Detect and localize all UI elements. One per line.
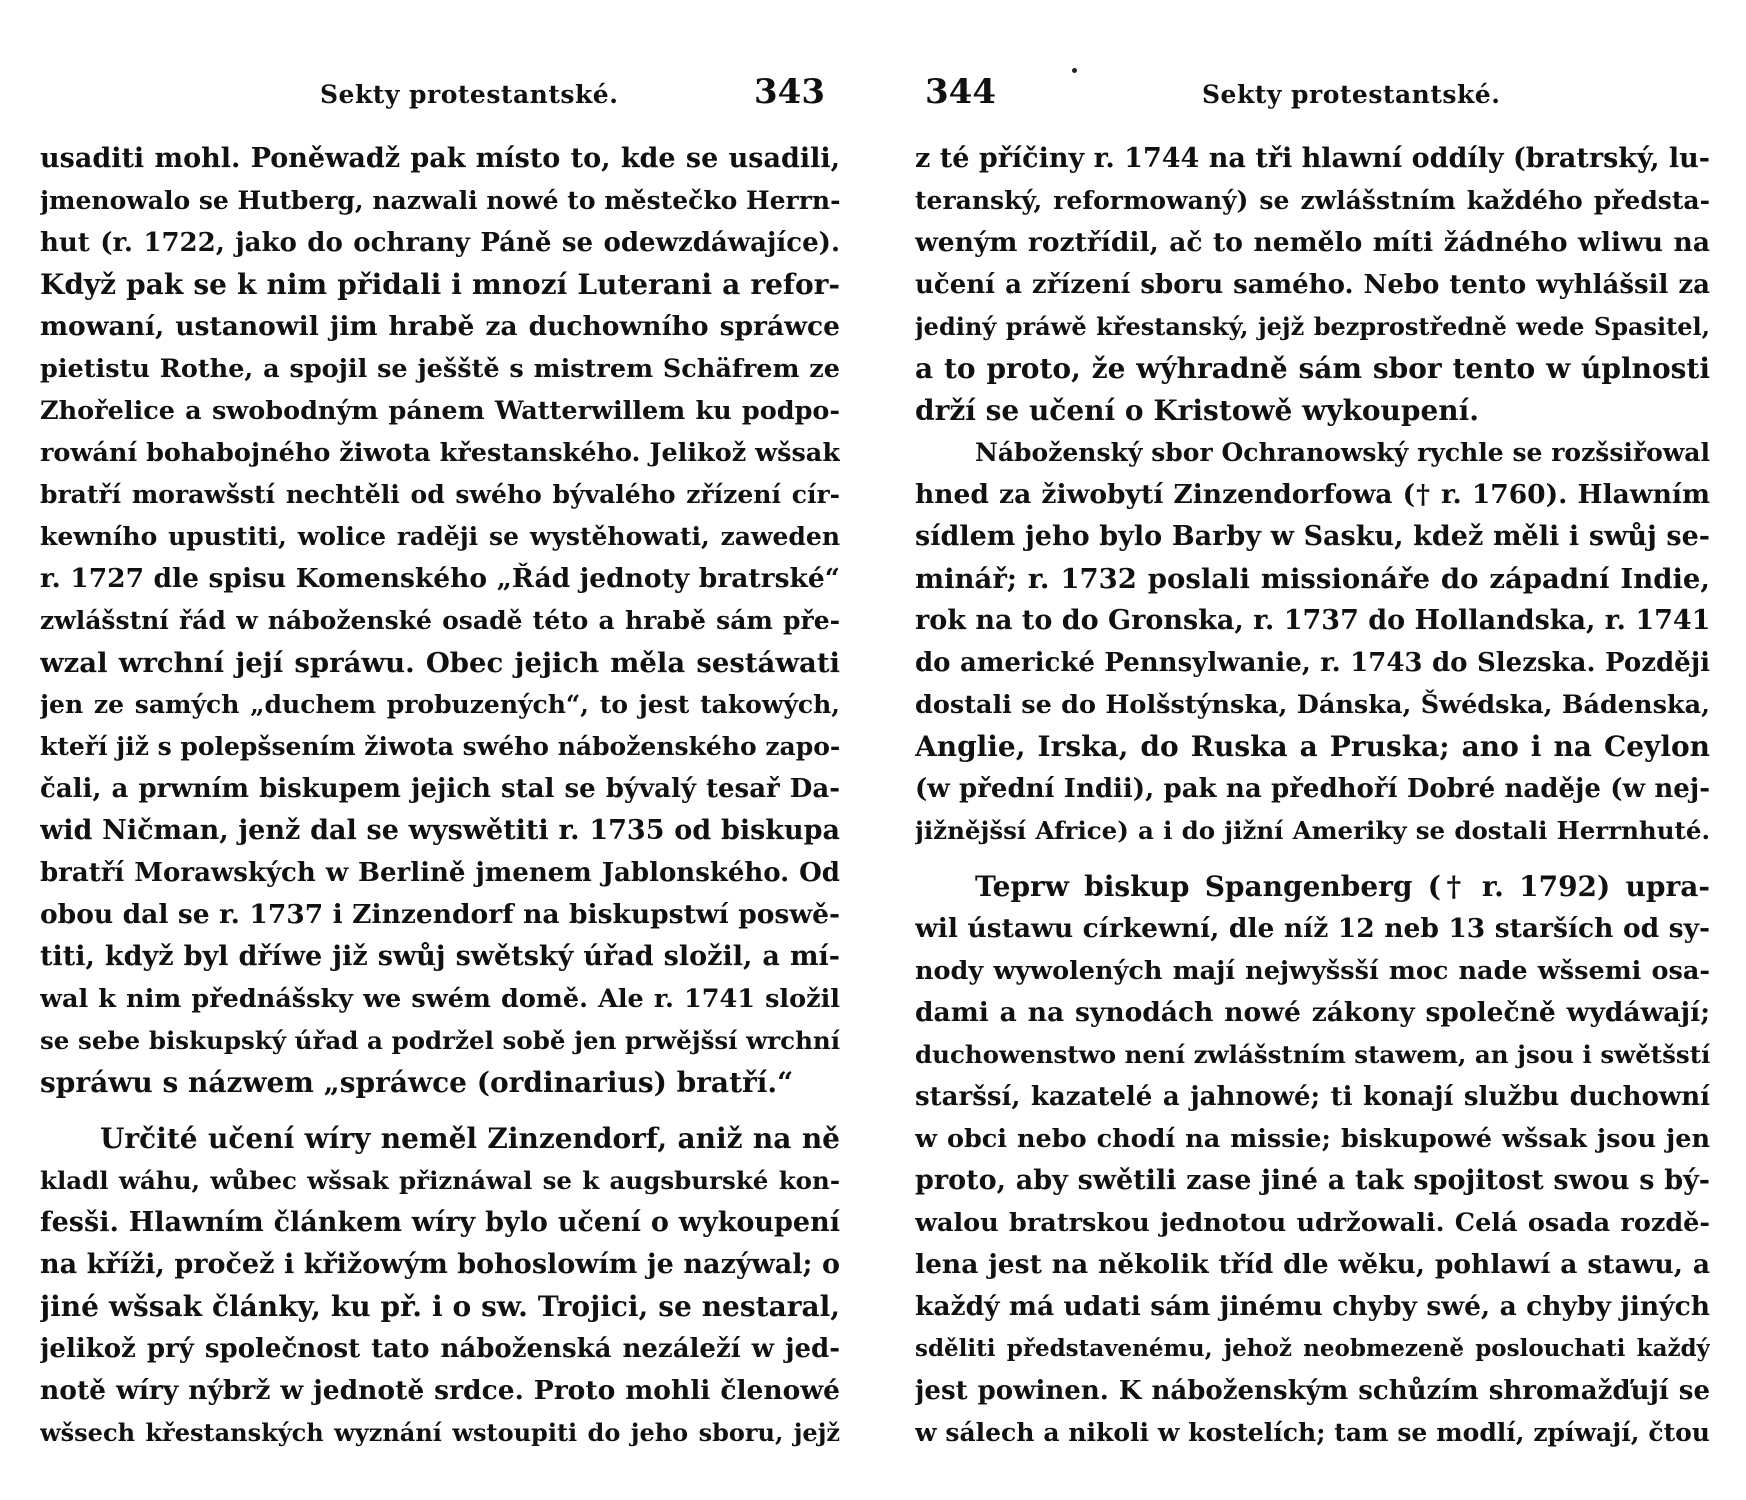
- text-line: kladl wáhu, wůbec wšsak přiznáwal se k augsburské kon-: [40, 1166, 840, 1195]
- text-line: do americké Pennsylwanie, r. 1743 do Slezska. Později: [915, 648, 1710, 678]
- text-line: Určité učení wíry neměl Zinzendorf, aniž na ně: [100, 1122, 840, 1155]
- right-page-header: [915, 72, 1710, 122]
- text-line: jiné wšsak články, ku př. i o sw. Trojici, se nestaral,: [40, 1290, 840, 1323]
- text-line: usaditi mohl. Poněwadž pak místo to, kde se usadili,: [40, 143, 840, 174]
- right-page-text: [915, 138, 1710, 1454]
- text-line: wšsech křestanských wyznání wstoupiti do jeho sboru, jejž: [40, 1418, 840, 1447]
- text-line: w obci nebo chodí na missie; biskupowé wšsak jsou jen: [915, 1124, 1710, 1154]
- text-line: teranský, reformowaný) se zwlášstním každého předsta-: [915, 186, 1710, 215]
- running-title: Sekty protestantské.: [1202, 80, 1501, 109]
- page-number: 343: [754, 72, 825, 112]
- text-line: drží se učení o Kristowě wykoupení.: [915, 394, 1480, 427]
- text-line: se sebe biskupský úřad a podržel sobě jen prwějšsí wrchní: [40, 1026, 840, 1055]
- text-line: notě wíry nýbrž w jednotě srdce. Proto mohli členowé: [40, 1375, 840, 1406]
- text-line: bratří morawšstí nechtěli od swého bývalého zřízení cír-: [40, 480, 840, 509]
- running-title: Sekty protestantské.: [320, 80, 619, 109]
- text-line: wil ústawu církewní, dle níž 12 neb 13 starších od sy-: [915, 913, 1710, 944]
- paragraph-gap: [40, 1104, 840, 1118]
- text-line: Zhořelice a swobodným pánem Watterwillem ku podpo-: [40, 396, 840, 426]
- text-line: wzal wrchní její spráwu. Obec jejich měla sestáwati: [40, 647, 840, 679]
- text-line: sděliti představenému, jehož neobmezeně poslouchati každý: [915, 1335, 1710, 1362]
- text-line: pietistu Rothe, a spojil se ješště s mistrem Schäfrem ze: [40, 354, 840, 384]
- text-line: w sálech a nikoli w kostelích; tam se modlí, zpíwají, čtou: [915, 1418, 1710, 1447]
- text-line: r. 1727 dle spisu Komenského „Řád jednoty bratrské“: [40, 563, 840, 594]
- text-line: a to proto, že wýhradně sám sbor tento w úplnosti: [915, 352, 1710, 385]
- text-line: zwlášstní řád w náboženské osadě této a hrabě sám pře-: [40, 606, 840, 635]
- text-line: z té příčiny r. 1744 na tři hlawní oddíly (bratrský, lu-: [915, 143, 1710, 174]
- text-line: staršsí, kazatelé a jahnowé; ti konají službu duchowní: [915, 1082, 1710, 1112]
- text-line: jen ze samých „duchem probuzených“, to jest takowých,: [40, 690, 840, 719]
- text-line: wid Ničman, jenž dal se wyswětiti r. 1735 od biskupa: [40, 815, 840, 846]
- text-line: fesši. Hlawním článkem wíry bylo učení o wykoupení: [40, 1207, 840, 1238]
- text-line: jižnějšsí Africe) a i do jižní Ameriky se dostali Herrnhuté.: [915, 816, 1710, 845]
- text-line: rok na to do Gronska, r. 1737 do Hollandska, r. 1741: [915, 605, 1710, 636]
- text-line: kewního upustiti, wolice raději se wystěhowati, zaweden: [40, 522, 840, 551]
- text-line: jelikož prý společnost tato náboženská nezáleží w jed-: [40, 1334, 840, 1364]
- text-line: Když pak se k nim přidali i mnozí Luterani a refor-: [40, 268, 840, 301]
- text-line: sídlem jeho bylo Barby w Sasku, kdež měli i swůj se-: [915, 521, 1710, 552]
- text-line: bratří Morawských w Berlině jmenem Jablonského. Od: [40, 858, 840, 888]
- text-line: jediný práwě křestanský, jejž bezprostředně wede Spasitel,: [915, 312, 1710, 341]
- left-page-text: [40, 138, 840, 1454]
- text-line: minář; r. 1732 poslali missionáře do západní Indie,: [915, 563, 1710, 595]
- text-line: Náboženský sbor Ochranowský rychle se rozšsiřowal: [975, 438, 1710, 467]
- text-line: dostali se do Holšstýnska, Dánska, Šwédska, Bádenska,: [915, 690, 1710, 720]
- text-line: mowaní, ustanowil jim hrabě za duchowního spráwce: [40, 311, 840, 342]
- text-line: jmenowalo se Hutberg, nazwali nowé to městečko Herrn-: [40, 186, 840, 215]
- text-line: dami a na synodách nowé zákony společně wydáwají;: [915, 997, 1710, 1028]
- text-line: nody wywolených mají nejwyšsší moc nade wšsemi osa-: [915, 956, 1710, 986]
- text-line: čali, a prwním biskupem jejich stal se bývalý tesař Da-: [40, 774, 840, 804]
- text-line: proto, aby swětili zase jiné a tak spojitost swou s bý-: [915, 1165, 1710, 1196]
- page-number: 344: [925, 72, 996, 112]
- text-line: Anglie, Irska, do Ruska a Pruska; ano i na Ceylon: [915, 730, 1710, 763]
- text-line: walou bratrskou jednotou udržowali. Celá osada rozdě-: [915, 1208, 1710, 1238]
- text-line: obou dal se r. 1737 i Zinzendorf na biskupstwí poswě-: [40, 899, 840, 930]
- right-page: [915, 0, 1710, 1500]
- text-line: hut (r. 1722, jako do ochrany Páně se odewzdáwajíce).: [40, 228, 840, 258]
- text-line: (w přední Indii), pak na předhoří Dobré naděje (w nej-: [915, 774, 1710, 804]
- text-line: duchowenstwo není zwlášstním stawem, an jsou i swětšstí: [915, 1040, 1710, 1069]
- text-line: každý má udati sám jinému chyby swé, a chyby jiných: [915, 1291, 1710, 1322]
- paragraph-gap: [915, 852, 1710, 866]
- text-line: jest powinen. K náboženským schůzím shromažďují se: [915, 1376, 1710, 1406]
- text-line: hned za žiwobytí Zinzendorfowa († r. 1760). Hlawním: [915, 479, 1710, 510]
- text-line: kteří již s polepšsením žiwota swého náboženského zapo-: [40, 732, 840, 761]
- left-page: [40, 0, 840, 1500]
- left-page-header: [40, 72, 840, 122]
- text-line: weným roztřídil, ač to nemělo míti žádného wliwu na: [915, 227, 1710, 258]
- text-line: učení a zřízení sboru samého. Nebo tento wyhlášsil za: [915, 270, 1710, 300]
- text-line: lena jest na několik tříd dle wěku, pohlawí a stawu, a: [915, 1249, 1710, 1280]
- text-line: wal k nim přednášsky we swém domě. Ale r. 1741 složil: [40, 984, 840, 1014]
- text-line: na kříži, pročež i křižowým bohoslowím je nazýwal; o: [40, 1249, 840, 1280]
- text-line: Teprw biskup Spangenberg († r. 1792) upra-: [975, 870, 1710, 903]
- text-line: rowání bohabojného žiwota křestanského. Jelikož wšsak: [40, 438, 840, 468]
- text-line: spráwu s názwem „spráwce (ordinarius) bratří.“: [40, 1066, 794, 1099]
- text-line: titi, když byl dříwe již swůj swětský úřad složil, a mí-: [40, 941, 840, 972]
